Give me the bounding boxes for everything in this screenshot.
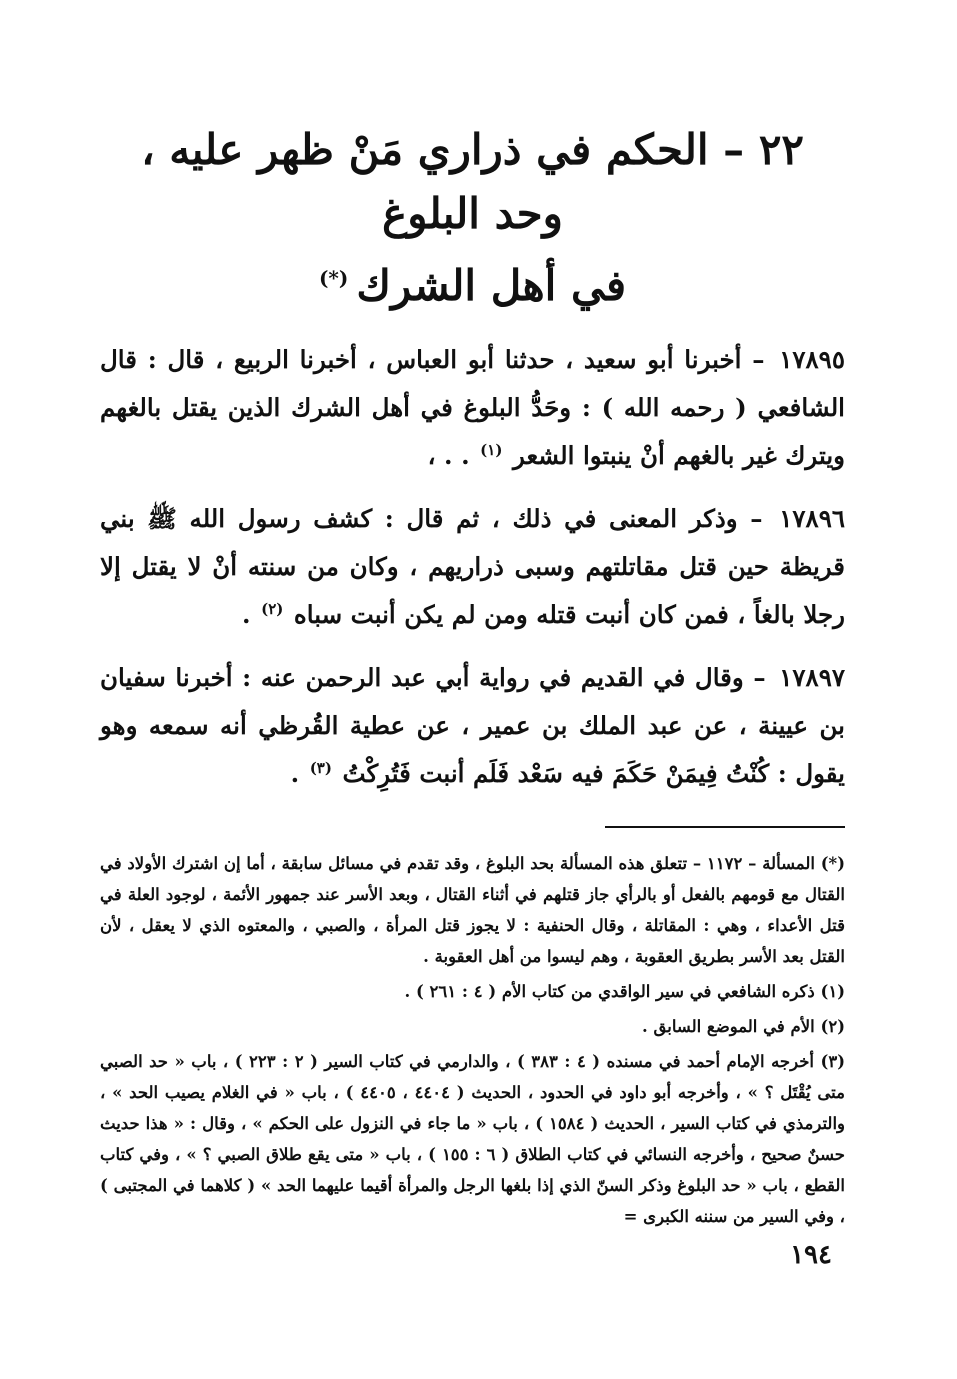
- footnote-divider: [605, 826, 845, 828]
- footnote-lead: (٣): [820, 1052, 846, 1071]
- hadith-number: ١٧٨٩٥: [779, 345, 845, 374]
- footnote: [100, 976, 845, 1007]
- footnote-lead: (١): [820, 982, 845, 1001]
- footnote-reference: (٢): [261, 599, 284, 618]
- hadith-tail: . . ،: [427, 441, 470, 470]
- hadith-tail: .: [242, 600, 251, 629]
- footnote-text: – تتعلق هذه المسألة بحد البلوغ ، وقد تقدم في مسائل سابقة ، أما إن اشترك الأولاد في القتال مع قومهم بالفعل أو بالرأي جاز قتلهم في أثناء القتال ، وبعد الأسر عند جمهور الأئمة ، لوجود العلة في قتل الأعداء ، وهي : المقاتلة ، وقال الحنفية : لا يجوز قتل المرأة ، والصبي ، والمعتوه الذي لا يعقل ، لأن القتل بعد الأسر بطريق العقوبة ، وهم ليسوا من أهل العقوبة .: [100, 854, 845, 966]
- chapter-title-line-2: [100, 246, 845, 318]
- hadith-number: ١٧٨٩٦: [779, 504, 846, 533]
- hadith-text: – وذكر المعنى في ذلك ، ثم قال : كشف رسول الله ﷺ بني قريظة حين قتل مقاتلتهم وسبى ذراريهم ، وكان من سنته أنْ لا يقتل إلا رجلا بالغاً ، فمن كان أنبت قتله ومن لم يكن أنبت سباه: [100, 504, 845, 629]
- hadith-number: ١٧٨٩٧: [779, 663, 846, 692]
- hadith-text: – وقال في القديم في رواية أبي عبد الرحمن عنه : أخبرنا سفيان بن عيينة ، عن عبد الملك بن عمير ، عن عطية القُرظي أنه سمعه وهو يقول : كُنْتُ فِيمَنْ حَكَمَ فيه سَعْد فَلَم أنبت فَتُرِكْتُ: [100, 663, 845, 788]
- hadith-paragraph: [100, 495, 845, 639]
- footnote-text: أخرجه الإمام أحمد في مسنده ( ٤ : ٣٨٣ ) ، والدارمي في كتاب السير ( ٢ : ٢٢٣ ) ، باب « حد الصبي متى يُقْتَل ؟ » ، وأخرجه أبو داود في الحدود ، الحديث ( ٤٤٠٤ ، ٤٤٠٥ ) ، باب « في الغلام يصيب الحد » ، والترمذي في كتاب السير ، الحديث ( ١٥٨٤ ) ، باب « ما جاء في النزول على الحكم » ، وقال : « هذا حديث حسنٌ صحيح ، وأخرجه النسائي في كتاب الطلاق ( ٦ : ١٥٥ ) ، باب « متى يقع طلاق الصبي ؟ » ، وفي كتاب القطع ، باب « حد البلوغ وذكر السنّ الذي إذا بلغها الرجل والمرأة أقيما عليهما الحد » ( كلاهما في المجتبى ) ، وفي السير من سننه الكبرى =: [100, 1052, 846, 1226]
- footnote-lead: (٢): [820, 1017, 845, 1036]
- footnote: [100, 1046, 845, 1232]
- chapter-title: [100, 118, 845, 318]
- footnote-text: الأم في الموضع السابق .: [641, 1017, 815, 1036]
- footnote: [100, 848, 845, 972]
- page-number: ١٩٤: [790, 1240, 832, 1270]
- hadith-tail: .: [290, 759, 300, 788]
- chapter-title-footnote-mark: (*): [318, 266, 349, 290]
- chapter-title-line-2-text: في أهل الشرك: [356, 261, 627, 310]
- footnote-reference: (١): [480, 440, 503, 459]
- footnote: [100, 1011, 845, 1042]
- footnote-text: ذكره الشافعي في سير الواقدي من كتاب الأم ( ٤ : ٢٦١ ) .: [404, 982, 815, 1001]
- chapter-title-line-1: ٢٢ – الحكم في ذراري مَنْ ظهر عليه ، وحد البلوغ: [141, 125, 804, 238]
- hadith-paragraph: [100, 336, 845, 480]
- hadith-paragraph: [100, 654, 845, 798]
- footnote-reference: (٣): [309, 758, 332, 777]
- footnote-lead: (*) المسألة – ١١٧٢: [706, 854, 845, 873]
- hadith-text: – أخبرنا أبو سعيد ، حدثنا أبو العباس ، أخبرنا الربيع ، قال : قال الشافعي ( رحمه الله ) : وحَدُّ البلوغ في أهل الشرك الذين يقتل بالغهم ويترك غير بالغهم أنْ ينبتوا الشعر: [100, 345, 845, 470]
